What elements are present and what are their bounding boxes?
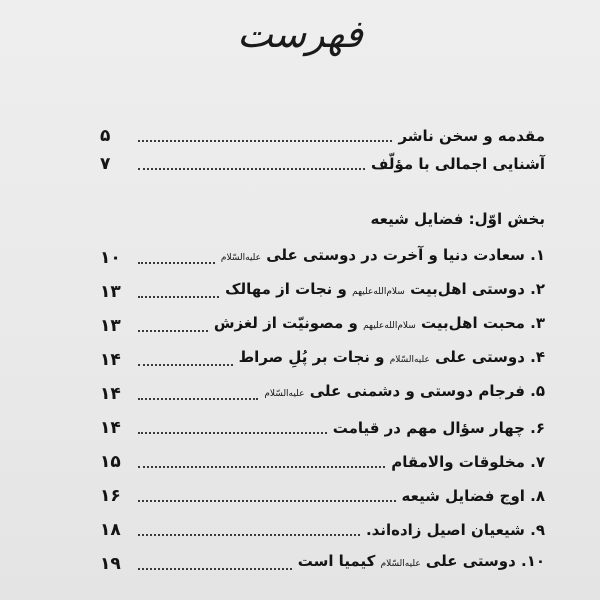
- dot-leader: [138, 431, 327, 434]
- dot-leader: [138, 329, 208, 332]
- toc-entry-label: [264, 379, 545, 406]
- toc-entry-label: ۹. شیعیان اصیل زاده‌اند.: [365, 521, 545, 539]
- toc-entry-label: ۷. مخلوقات والامقام: [391, 453, 545, 471]
- toc-entry: [100, 120, 545, 148]
- toc-entry-page: ۷: [100, 154, 111, 174]
- honorific-suffix: علیه‌السّلام: [380, 559, 421, 569]
- toc-entry-page: ۱۶: [100, 486, 121, 506]
- toc-entry: [100, 514, 545, 542]
- toc-entry-page: ۱۴: [100, 384, 121, 404]
- toc-entry-text-after: و نجات بر پُلِ صراط: [238, 348, 385, 366]
- dot-leader: [138, 363, 233, 366]
- dot-leader: [138, 261, 215, 264]
- dot-leader: [138, 139, 392, 142]
- toc-entry-label: [221, 243, 545, 270]
- toc-entry: [100, 344, 545, 372]
- honorific-suffix: علیه‌السّلام: [264, 389, 305, 399]
- toc-entry-page: ۵: [100, 126, 111, 146]
- dot-leader: [138, 533, 360, 536]
- toc-entry: [100, 242, 545, 270]
- toc-entry-text: ۵. فرجام دوستی و دشمنی علی: [309, 382, 545, 400]
- toc-entry-text-after: و مصونیّت از لغزش: [213, 314, 358, 332]
- toc-entry-page: ۱۴: [100, 350, 121, 370]
- toc-entry-label: مقدمه و سخن ناشر: [398, 127, 545, 145]
- dot-leader: [138, 465, 385, 468]
- toc-entry: [100, 412, 545, 440]
- dot-leader: [138, 499, 396, 502]
- honorific-suffix: سلام‌الله‌علیهم: [352, 287, 405, 297]
- dot-leader: [138, 567, 292, 570]
- honorific-suffix: علیه‌السّلام: [389, 355, 430, 365]
- toc-entry: [100, 148, 545, 176]
- toc-entry-page: ۱۰: [100, 248, 121, 268]
- toc-entry-text: ۱۰. دوستی علی: [425, 552, 545, 570]
- honorific-suffix: سلام‌الله‌علیهم: [363, 321, 416, 331]
- toc-entry-text: ۲. دوستی اهل‌بیت: [410, 280, 545, 298]
- page-title: فهرست: [237, 12, 363, 56]
- toc-entry: [100, 276, 545, 304]
- toc-entry-label: [214, 311, 545, 338]
- toc-entry-page: ۱۸: [100, 520, 121, 540]
- honorific-suffix: علیه‌السّلام: [220, 253, 262, 263]
- dot-leader: [138, 295, 219, 298]
- toc-entry-label: [225, 277, 545, 304]
- toc-entry-label: [298, 549, 545, 576]
- toc-entry-label: [239, 345, 545, 372]
- toc-entry: [100, 480, 545, 508]
- section-heading: بخش اوّل: فضایل شیعه: [370, 210, 545, 228]
- toc-entry-label: ۸. اوج فضایل شیعه: [401, 487, 545, 505]
- toc-entry-text-after: کیمیا است: [297, 552, 376, 570]
- toc-entry-text-after: و نجات از مهالک: [225, 280, 347, 298]
- toc-entry: [100, 548, 545, 576]
- toc-entry-page: ۱۹: [100, 554, 121, 574]
- toc-entry: [100, 446, 545, 474]
- dot-leader: [138, 397, 258, 400]
- toc-entry: [100, 378, 545, 406]
- toc-entry-page: ۱۴: [100, 418, 121, 438]
- toc-entry-text: ۳. محبت اهل‌بیت: [421, 314, 545, 332]
- toc-entry-page: ۱۳: [100, 282, 121, 302]
- toc-entry-text: ۴. دوستی علی: [435, 348, 545, 366]
- toc-entry-page: ۱۵: [100, 452, 121, 472]
- toc-entry-label: ۶. چهار سؤال مهم در قیامت: [332, 419, 545, 437]
- dot-leader: [138, 167, 365, 170]
- toc-entry-text: ۱. سعادت دنیا و آخرت در دوستی علی: [266, 246, 545, 264]
- toc-entry: [100, 310, 545, 338]
- toc-entry-page: ۱۳: [100, 316, 121, 336]
- toc-entry-label: آشنایی اجمالی با مؤلّف: [370, 155, 545, 173]
